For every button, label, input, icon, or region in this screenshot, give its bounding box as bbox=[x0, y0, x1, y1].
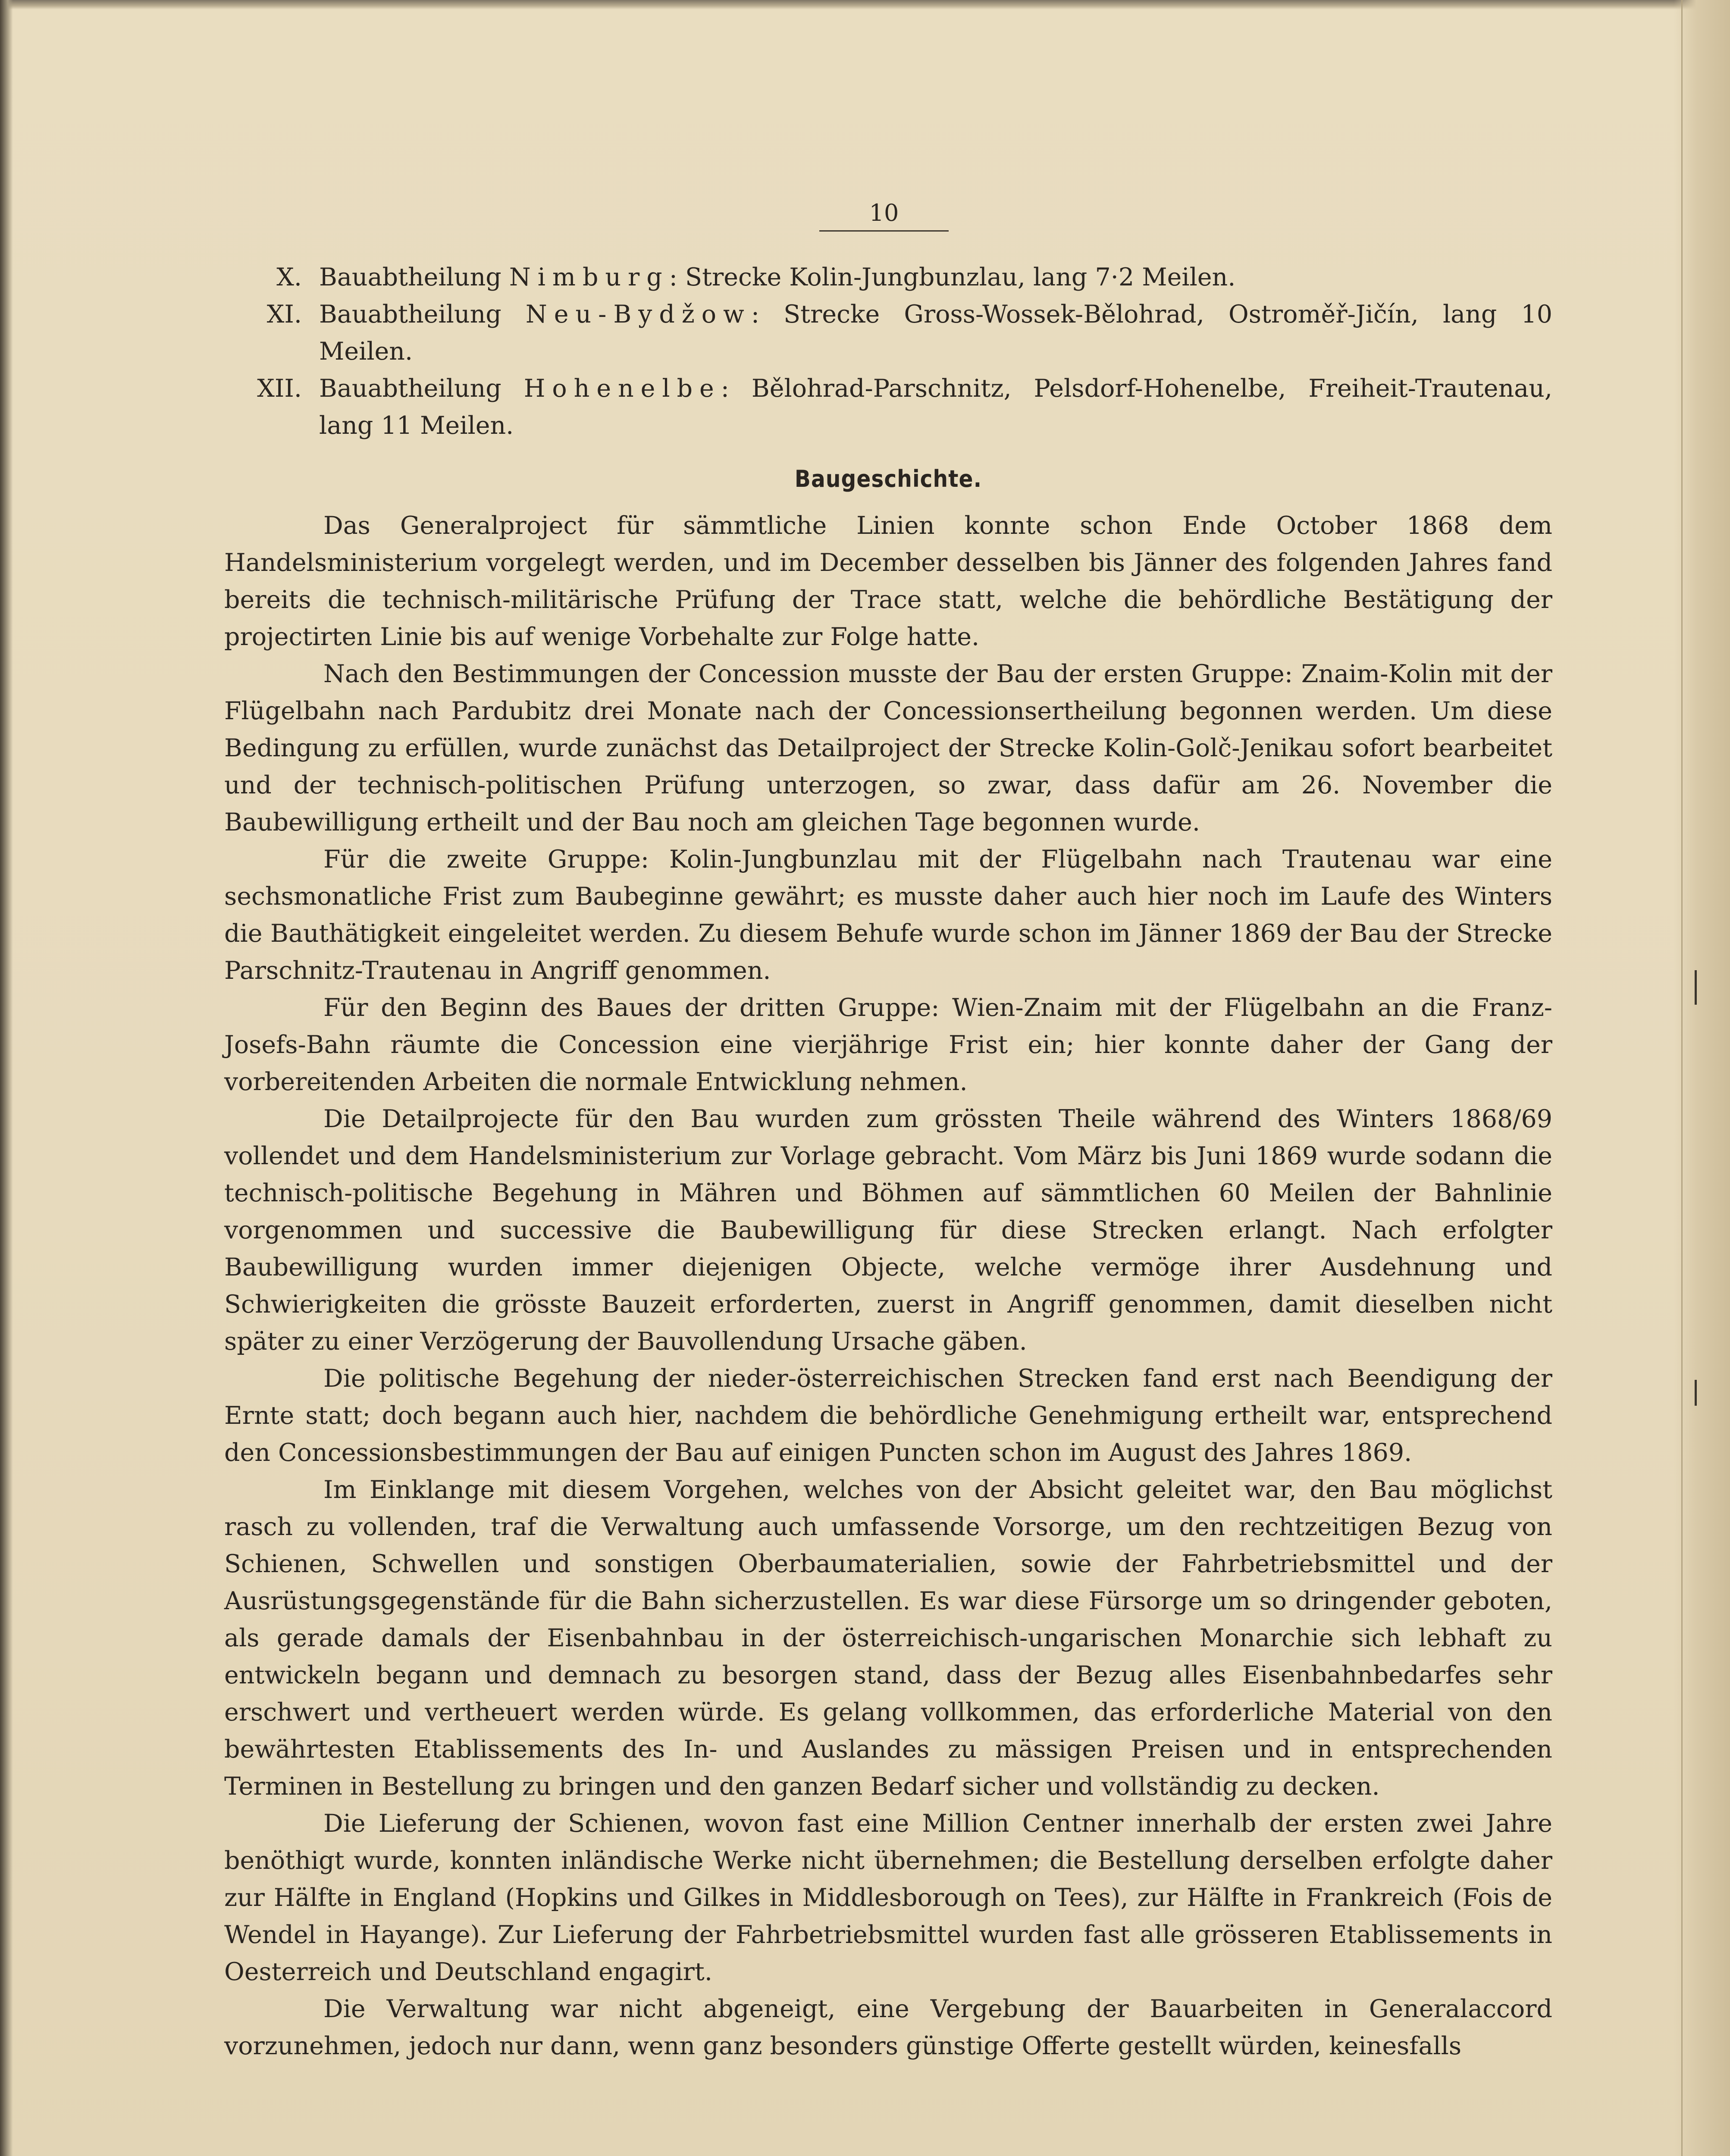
list-item bbox=[224, 259, 1552, 296]
list-item-name: Hohenelbe bbox=[523, 374, 721, 403]
list-item-prefix: Bauabtheilung bbox=[319, 263, 501, 291]
list-item-prefix: Bauabtheilung bbox=[319, 374, 501, 403]
page-text bbox=[224, 259, 1552, 2065]
list-item-text: : Bělohrad-Parschnitz, Pelsdorf-Hohenelbe, Freiheit-Trautenau, lang 11 Meilen. bbox=[319, 374, 1552, 440]
page-left-edge bbox=[0, 0, 13, 2156]
list-item-name: Neu-Bydžow bbox=[525, 300, 751, 329]
list-item-prefix: Bauabtheilung bbox=[319, 300, 501, 329]
margin-mark bbox=[1695, 1380, 1697, 1406]
list-item bbox=[224, 296, 1552, 370]
list-item bbox=[224, 370, 1552, 444]
list-item-number: XI. bbox=[266, 300, 302, 329]
list-item-number: X. bbox=[276, 263, 302, 291]
paragraph: Die Verwaltung war nicht abgeneigt, eine Vergebung der Bauarbeiten in Generalaccord vorzunehmen, jedoch nur dann, wenn ganz besonders günstige Offerte gestellt würden, keinesfalls bbox=[224, 1995, 1552, 2060]
paragraph: Die Detailprojecte für den Bau wurden zum grössten Theile während des Winters 1868/69 vollendet und dem Handelsministerium zur Vorlage gebracht. Vom März bis Juni 1869 wurde sodann die technisch-politische Begehung in Mähren und Böhmen auf sämmtlichen 60 Meilen der Bahnlinie vorgenommen und successive die Baubewilligung für diese Strecken erlangt. Nach erfolgter Baubewilligung wurden immer diejenigen Objecte, welche vermöge ihrer Ausdehnung und Schwierigkeiten die grösste Bauzeit erforderten, zuerst in Angriff genommen, damit dieselben nicht später zu einer Verzögerung der Bauvollendung Ursache gäben. bbox=[224, 1105, 1552, 1356]
paragraph: Die Lieferung der Schienen, wovon fast eine Million Centner innerhalb der ersten zwei Jahre benöthigt wurde, konnten inländische Werke nicht übernehmen; die Bestellung derselben erfolgte daher zur Hälfte in England (Hopkins und Gilkes in Middlesborough on Tees), zur Hälfte in Frankreich (Fois de Wendel in Hayange). Zur Lieferung der Fahrbetriebsmittel wurden fast alle grösseren Etablissements in Oesterreich und Deutschland engagirt. bbox=[224, 1809, 1552, 1986]
page-top-edge bbox=[0, 0, 1730, 9]
list-item-name: Nimburg bbox=[509, 263, 669, 291]
list-item-number: XII. bbox=[257, 374, 302, 403]
paragraph: Nach den Bestimmungen der Concession musste der Bau der ersten Gruppe: Znaim-Kolin mit der Flügelbahn nach Pardubitz drei Monate nach der Concessionsertheilung begonnen werden. Um diese Bedingung zu erfüllen, wurde zunächst das Detailproject der Strecke Kolin-Golč-Jenikau sofort bearbeitet und der technisch-politischen Prüfung unterzogen, so zwar, dass dafür am 26. November die Baubewilligung ertheilt und der Bau noch am gleichen Tage begonnen wurde. bbox=[224, 660, 1552, 837]
page-number-rule bbox=[819, 230, 949, 232]
section-heading: Baugeschichte. bbox=[794, 465, 982, 492]
list-item-text: : Strecke Kolin-Jungbunzlau, lang 7·2 Meilen. bbox=[669, 263, 1236, 291]
paragraph: Für die zweite Gruppe: Kolin-Jungbunzlau mit der Flügelbahn nach Trautenau war eine sechsmonatliche Frist zum Baubeginne gewährt; es musste daher auch hier noch im Laufe des Winters die Bauthätigkeit eingeleitet werden. Zu diesem Behufe wurde schon im Jänner 1869 der Bau der Strecke Parschnitz-Trautenau in Angriff genommen. bbox=[224, 845, 1552, 985]
paragraph: Für den Beginn des Baues der dritten Gruppe: Wien-Znaim mit der Flügelbahn an die Franz-Josefs-Bahn räumte die Concession eine vierjährige Frist ein; hier konnte daher der Gang der vorbereitenden Arbeiten die normale Entwicklung nehmen. bbox=[224, 993, 1552, 1096]
margin-mark bbox=[1695, 970, 1697, 1005]
paragraph: Das Generalproject für sämmtliche Linien konnte schon Ende October 1868 dem Handelsministerium vorgelegt werden, und im December desselben bis Jänner des folgenden Jahres fand bereits die technisch-militärische Prüfung der Trace statt, welche die behördliche Bestätigung der projectirten Linie bis auf wenige Vorbehalte zur Folge hatte. bbox=[224, 511, 1552, 651]
page-fold-line bbox=[1681, 0, 1683, 2156]
list-item-text: : Strecke Gross-Wossek-Bělohrad, Ostroměř-Jičín, lang 10 Meilen. bbox=[319, 300, 1552, 366]
paragraph: Die politische Begehung der nieder-österreichischen Strecken fand erst nach Beendigung der Ernte statt; doch begann auch hier, nachdem die behördliche Genehmigung ertheilt war, entsprechend den Concessionsbestimmungen der Bau auf einigen Puncten schon im August des Jahres 1869. bbox=[224, 1364, 1552, 1467]
page-number: 10 bbox=[869, 199, 899, 226]
paragraph: Im Einklange mit diesem Vorgehen, welches von der Absicht geleitet war, den Bau möglichst rasch zu vollenden, traf die Verwaltung auch umfassende Vorsorge, um den rechtzeitigen Bezug von Schienen, Schwellen und sonstigen Oberbaumaterialien, sowie der Fahrbetriebsmittel und der Ausrüstungsgegenstände für die Bahn sicherzustellen. Es war diese Fürsorge um so dringender geboten, als gerade damals der Eisenbahnbau in der österreichisch-ungarischen Monarchie sich lebhaft zu entwickeln begann und demnach zu besorgen stand, dass der Bezug alles Eisenbahnbedarfes sehr erschwert und vertheuert werden würde. Es gelang vollkommen, das erforderliche Material von den bewährtesten Etablissements des In- und Auslandes zu mässigen Preisen und in entsprechenden Terminen in Bestellung zu bringen und den ganzen Bedarf sicher und vollständig zu decken. bbox=[224, 1476, 1552, 1801]
